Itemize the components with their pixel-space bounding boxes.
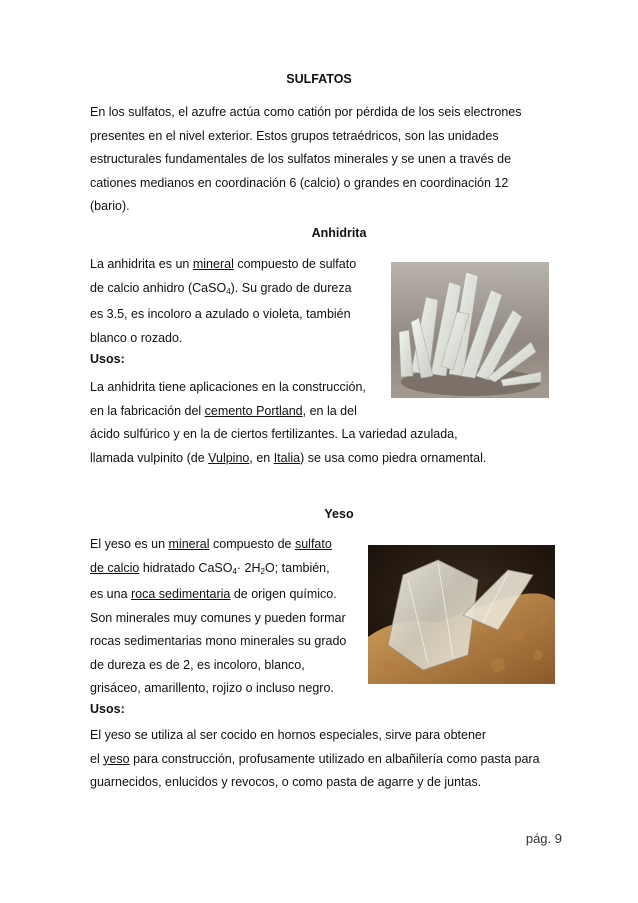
section-title-sulfatos: SULFATOS [286, 72, 352, 86]
text-span: para construcción, profusamente utilizado en albañilería como pasta para [129, 751, 540, 766]
link-italia[interactable]: Italia [273, 450, 301, 465]
link-roca-sedimentaria[interactable]: roca sedimentaria [131, 587, 231, 601]
text-line: rocas sedimentarias mono minerales su grado [90, 634, 347, 648]
text-line [90, 748, 540, 772]
text-line: cationes medianos en coordinación 6 (calcio) o grandes en coordinación 12 [90, 175, 509, 190]
text-span: compuesto de [209, 537, 295, 551]
subscript: 2 [260, 566, 265, 576]
link-mineral[interactable]: mineral [192, 257, 234, 271]
text-span: compuesto de sulfato [233, 257, 357, 271]
text-line [90, 253, 356, 277]
anhidrita-illustration [391, 262, 549, 398]
section-title-anhidrita: Anhidrita [311, 226, 367, 240]
text-line: Son minerales muy comunes y pueden formar [90, 610, 346, 625]
text-span: , en [249, 450, 274, 465]
text-span: ). Su grado de dureza [230, 280, 352, 295]
text-line: presentes en el nivel exterior. Estos grupos tetraédricos, son las unidades [90, 128, 499, 143]
usos-label-yeso: Usos: [90, 702, 125, 716]
anhidrita-crystal-image [391, 262, 549, 398]
text-line [90, 557, 346, 584]
section-title-yeso: Yeso [324, 507, 354, 521]
text-span: el [90, 751, 104, 766]
link-vulpino[interactable]: Vulpino [208, 450, 250, 465]
link-cemento-portland[interactable]: cemento Portland [204, 403, 303, 418]
link-de-calcio[interactable]: de calcio [90, 560, 140, 575]
text-span: es una [90, 587, 132, 601]
text-line: La anhidrita tiene aplicaciones en la construcción, [90, 380, 366, 394]
text-line: ácido sulfúrico y en la de ciertos fertilizantes. La variedad azulada, [90, 427, 458, 441]
anhidrita-description [90, 253, 356, 350]
page-number: pág. 9 [525, 831, 562, 846]
text-line [90, 400, 486, 424]
link-yeso[interactable]: yeso [103, 751, 130, 766]
text-span: , en la del [302, 403, 357, 418]
text-span: de calcio anhidro (CaSO [90, 280, 227, 295]
yeso-crystal-image [368, 545, 555, 684]
text-line: El yeso se utiliza al ser cocido en hornos especiales, sirve para obtener [90, 728, 487, 742]
text-span: ) se usa como piedra ornamental. [300, 450, 487, 465]
usos-label-anhidrita: Usos: [90, 352, 125, 366]
text-line [90, 583, 346, 607]
text-line: de dureza es de 2, es incoloro, blanco, [90, 657, 305, 672]
text-span: La anhidrita es un [90, 257, 193, 271]
yeso-usos [90, 724, 540, 795]
text-line [90, 447, 486, 471]
text-span: en la fabricación del [90, 403, 205, 418]
text-span: El yeso es un [90, 537, 169, 551]
text-span: O; también, [264, 560, 330, 575]
text-line: (bario). [90, 199, 130, 213]
link-sulfato[interactable]: sulfato [294, 537, 332, 551]
text-line [90, 277, 356, 304]
text-line: blanco o rozado. [90, 330, 183, 345]
yeso-description [90, 533, 346, 701]
text-span: hidratado CaSO [139, 560, 233, 575]
text-line: estructurales fundamentales de los sulfatos minerales y se unen a través de [90, 152, 512, 166]
text-line [90, 533, 346, 557]
text-line: En los sulfatos, el azufre actúa como catión por pérdida de los seis electrones [90, 105, 522, 119]
link-mineral[interactable]: mineral [168, 537, 210, 551]
text-line: es 3.5, es incoloro a azulado o violeta, también [90, 307, 351, 321]
subscript: 4 [232, 566, 237, 576]
subscript: 4 [226, 286, 231, 296]
text-line: grisáceo, amarillento, rojizo o incluso negro. [90, 681, 334, 695]
sulfatos-paragraph [90, 101, 522, 219]
text-line: guarnecidos, enlucidos y revocos, o como pasta de agarre y de juntas. [90, 775, 482, 789]
text-span: llamada vulpinito (de [90, 450, 209, 465]
yeso-illustration [368, 545, 555, 684]
text-span: · 2H [236, 560, 261, 575]
text-span: de origen químico. [230, 587, 337, 601]
